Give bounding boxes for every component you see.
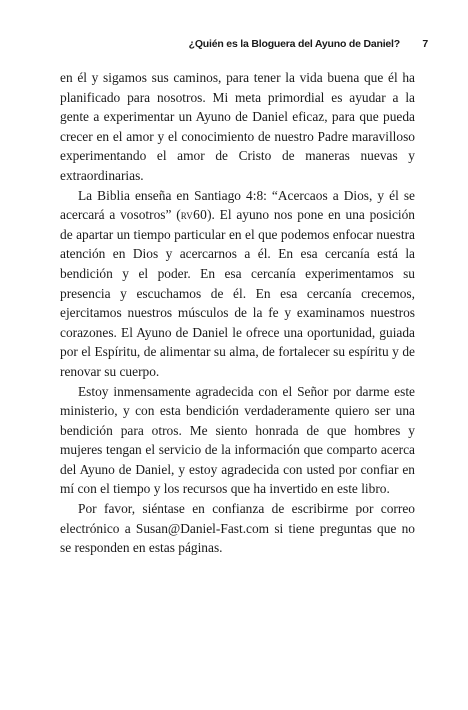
paragraph-2-text-start: La Biblia enseña en Santiago 4:8: “Acercaos a Dios, y él se acercará a vosotros” ( (60, 187, 415, 223)
paragraph-2-text-end: ). El ayuno nos pone en una posición de apartar un tiempo particular en el que podemos enfocar nuestra atención en Dios y acercarnos a él. En esa cercanía está la bendición y el poder. En esa cercanía experimentamos su presencia y escuchamos de él. En esa cercanía crecemos, ejercitamos nuestros músculos de la fe y examinamos nuestros corazones. El Ayuno de Daniel le ofrece una oportunidad, guiada por el Espíritu, de alimentar su alma, de fortalecer su espíritu y de renovar su cuerpo. (60, 207, 415, 379)
running-head-title: ¿Quién es la Bloguera del Ayuno de Daniel? (188, 38, 400, 50)
running-head (60, 38, 428, 52)
paragraph-4: Por favor, siéntase en confianza de escribirme por correo electrónico a Susan@Daniel-Fast.com si tiene preguntas que no se responden en estas páginas. (60, 501, 415, 556)
paragraph-1: en él y sigamos sus caminos, para tener la vida buena que él ha planificado para nosotros. Mi meta primordial es ayudar a la gente a experimentar un Ayuno de Daniel eficaz, para que pueda crecer en el amor y el conocimiento de nuestro Padre maravilloso experimentando el amor de Cristo de maneras nuevas y extraordinarias. (60, 70, 415, 183)
paragraph-2 (60, 186, 415, 382)
bible-version-abbreviation: rv60 (180, 207, 208, 223)
body-text (60, 68, 415, 558)
paragraph-3: Estoy inmensamente agradecida con el Señor por darme este ministerio, y con esta bendición verdaderamente quiero ser una bendición para otros. Me siento honrada de que hombres y mujeres tengan el servicio de la información que comparto acerca del Ayuno de Daniel, y estoy agradecida con usted por confiar en mí con el tiempo y los recursos que ha invertido en este libro. (60, 383, 415, 497)
page-number: 7 (422, 38, 428, 50)
